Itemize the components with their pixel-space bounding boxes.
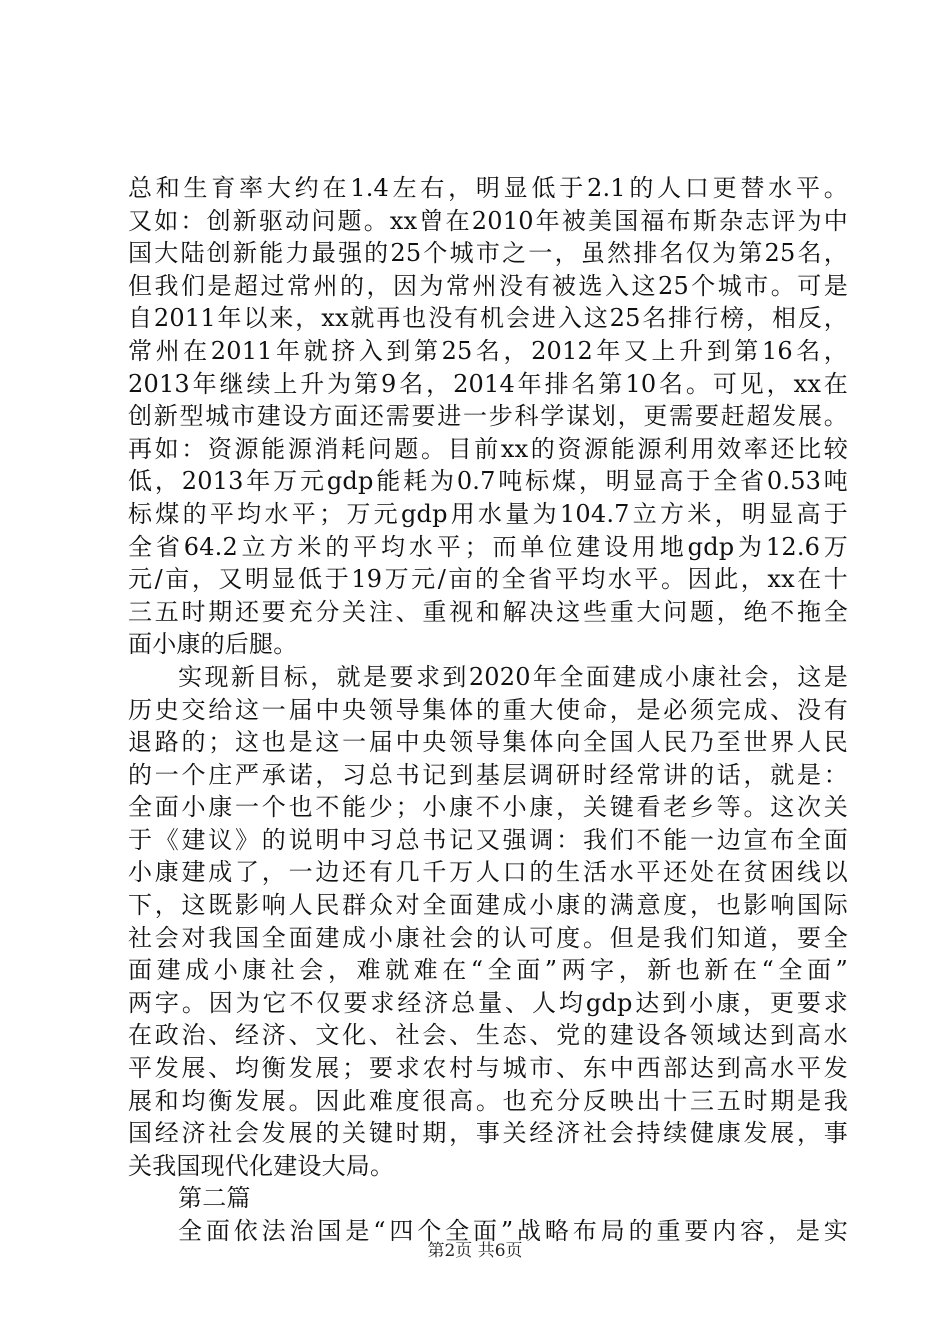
text-line: 两字。因为它不仅要求经济总量、人均gdp达到小康，更要求	[128, 988, 848, 1017]
text-line: 关我国现代化建设大局。	[128, 1151, 395, 1180]
text-line: 的一个庄严承诺，习总书记到基层调研时经常讲的话，就是：	[128, 760, 848, 789]
page-footer: 第2页 共6页	[427, 1241, 523, 1261]
text-line: 小康建成了，一边还有几千万人口的生活水平还处在贫困线以	[128, 858, 848, 887]
text-line: 面建成小康社会，难就难在“全面”两字，新也新在“全面”	[128, 956, 848, 985]
text-line: 下，这既影响人民群众对全面建成小康的满意度，也影响国际	[128, 891, 848, 920]
text-line: 国大陆创新能力最强的25个城市之一，虽然排名仅为第25名，	[128, 239, 848, 268]
text-line: 退路的；这也是这一届中央领导集体向全国人民乃至世界人民	[128, 728, 848, 757]
text-line: 自2011年以来，xx就再也没有机会进入这25名排行榜，相反，	[128, 304, 848, 333]
text-line: 历史交给这一届中央领导集体的重大使命，是必须完成、没有	[128, 695, 848, 724]
text-line: 总和生育率大约在1.4左右，明显低于2.1的人口更替水平。	[128, 174, 848, 202]
text-line: 三五时期还要充分关注、重视和解决这些重大问题，绝不拖全	[128, 597, 848, 626]
text-line: 但我们是超过常州的，因为常州没有被选入这25个城市。可是	[128, 271, 848, 300]
text-line: 常州在2011年就挤入到第25名，2012年又上升到第16名，	[128, 336, 848, 365]
text-line: 全省64.2立方米的平均水平；而单位建设用地gdp为12.6万	[128, 532, 848, 561]
text-line: 元/亩，又明显低于19万元/亩的全省平均水平。因此，xx在十	[128, 565, 848, 594]
text-line: 2013年继续上升为第9名，2014年排名第10名。可见，xx在	[128, 369, 848, 398]
text-line: 全面小康一个也不能少；小康不小康，关键看老乡等。这次关	[128, 793, 848, 822]
text-line: 展和均衡发展。因此难度很高。也充分反映出十三五时期是我	[128, 1086, 848, 1115]
text-line: 又如：创新驱动问题。xx曾在2010年被美国福布斯杂志评为中	[128, 206, 848, 235]
text-line: 创新型城市建设方面还需要进一步科学谋划，更需要赶超发展。	[128, 402, 848, 431]
text-line: 国经济社会发展的关键时期，事关经济社会持续健康发展，事	[128, 1119, 848, 1148]
text-line: 再如：资源能源消耗问题。目前xx的资源能源利用效率还比较	[128, 434, 848, 463]
text-line: 实现新目标，就是要求到2020年全面建成小康社会，这是	[178, 662, 848, 691]
text-line: 于《建议》的说明中习总书记又强调：我们不能一边宣布全面	[128, 825, 848, 854]
text-line: 社会对我国全面建成小康社会的认可度。但是我们知道，要全	[128, 923, 848, 952]
text-line: 全面依法治国是“四个全面”战略布局的重要内容，是实	[178, 1217, 848, 1245]
text-line: 低，2013年万元gdp能耗为0.7吨标煤，明显高于全省0.53吨	[128, 467, 848, 496]
text-line: 在政治、经济、文化、社会、生态、党的建设各领域达到高水	[128, 1021, 848, 1050]
document-body	[128, 172, 848, 1248]
text-line: 面小康的后腿。	[128, 630, 298, 659]
text-line: 平发展、均衡发展；要求农村与城市、东中西部达到高水平发	[128, 1054, 848, 1083]
section-heading: 第二篇	[178, 1184, 251, 1213]
text-line: 标煤的平均水平；万元gdp用水量为104.7立方米，明显高于	[128, 499, 848, 528]
